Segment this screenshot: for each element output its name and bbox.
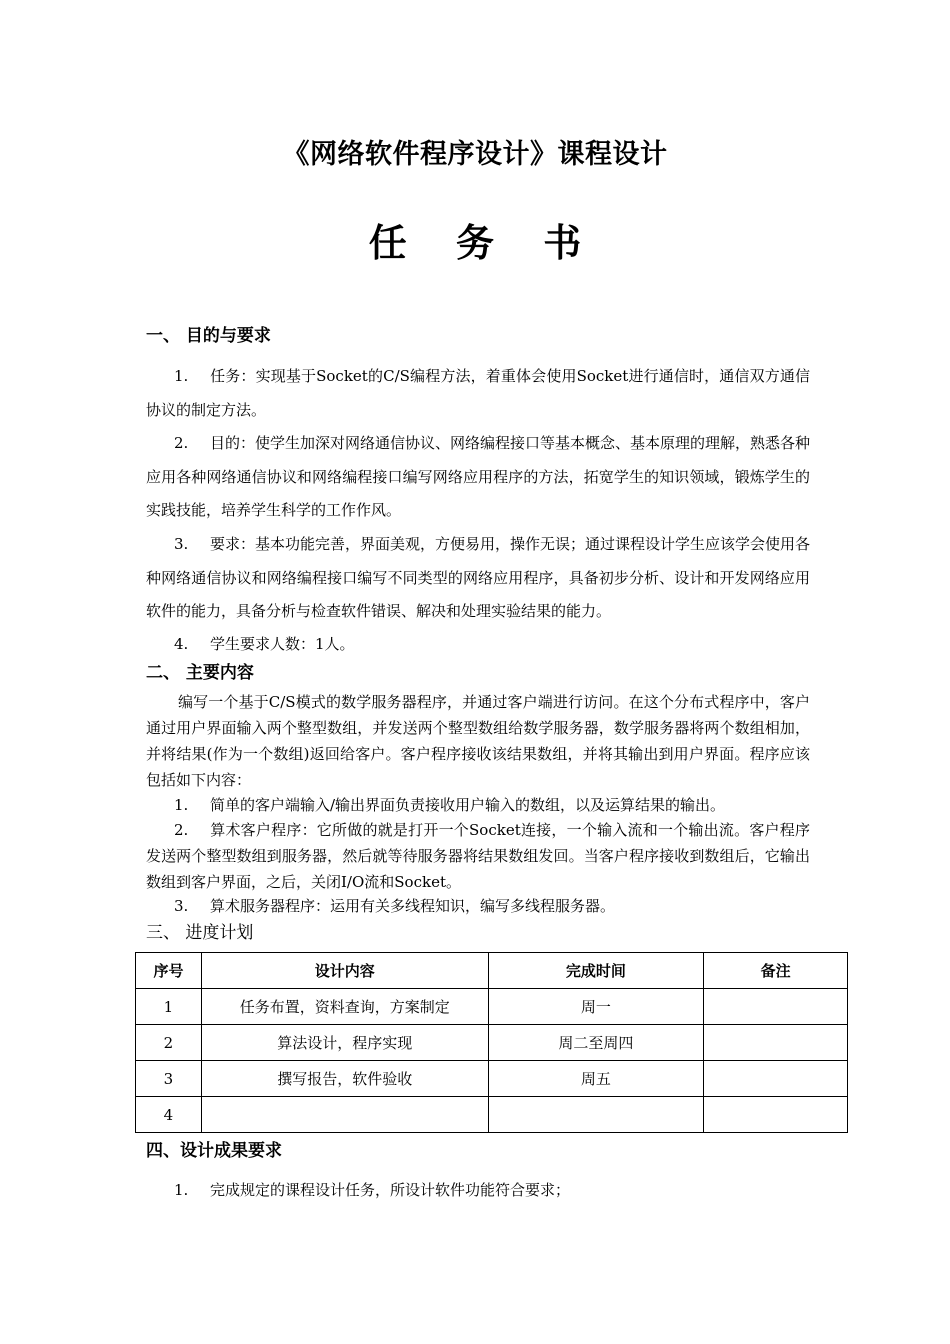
table-cell: 算法设计，程序实现 [201, 1025, 488, 1061]
content-item-3 [146, 893, 810, 919]
table-row [136, 1025, 848, 1061]
table-cell [201, 1097, 488, 1133]
item-number: 2. [174, 434, 189, 452]
content-item-2 [146, 817, 810, 895]
item-number: 3. [174, 897, 189, 915]
item-text: 完成规定的课程设计任务，所设计软件功能符合要求； [210, 1181, 571, 1199]
document-subtitle: 任 务 书 [368, 220, 600, 265]
table-cell [704, 1097, 848, 1133]
column-header: 序号 [136, 953, 202, 989]
table-cell: 4 [136, 1097, 202, 1133]
item-text: 任务：实现基于Socket的C/S编程方法，着重体会使用Socket进行通信时，通信双方通信协议的制定方法。 [146, 367, 810, 419]
item-text: 简单的客户端输入/输出界面负责接收用户输入的数组，以及运算结果的输出。 [210, 796, 726, 814]
table-cell [704, 989, 848, 1025]
item-number: 2. [174, 821, 189, 839]
item-number: 4. [174, 635, 189, 653]
objectives-item-1 [146, 360, 810, 427]
table-cell: 任务布置，资料查询，方案制定 [201, 989, 488, 1025]
section-heading-deliverables: 四、设计成果要求 [146, 1141, 282, 1161]
content-item-1 [146, 792, 810, 818]
deliverables-item-1 [146, 1174, 810, 1208]
table-row [136, 989, 848, 1025]
item-text: 算术服务器程序：运用有关多线程知识，编写多线程服务器。 [210, 897, 616, 915]
objectives-item-4 [146, 628, 810, 662]
item-number: 1. [174, 1181, 189, 1199]
item-number: 3. [174, 535, 189, 553]
table-cell: 周一 [488, 989, 704, 1025]
item-text: 算术客户程序：它所做的就是打开一个Socket连接，一个输入流和一个输出流。客户程序发送两个整型数组到服务器，然后就等待服务器将结果数组发回。当客户程序接收到数组后，它输出数组到客户界面，之后，关闭I/O流和Socket。 [146, 821, 810, 891]
table-header-row [136, 953, 848, 989]
item-number: 1. [174, 367, 189, 385]
section-heading-schedule: 三、 进度计划 [146, 923, 254, 943]
objectives-item-2 [146, 427, 810, 528]
column-header: 备注 [704, 953, 848, 989]
section-heading-objectives: 一、 目的与要求 [146, 326, 271, 346]
table-cell: 3 [136, 1061, 202, 1097]
item-text: 目的：使学生加深对网络通信协议、网络编程接口等基本概念、基本原理的理解，熟悉各种应用各种网络通信协议和网络编程接口编写网络应用程序的方法，拓宽学生的知识领域，锻炼学生的实践技能，培养学生科学的工作作风。 [146, 434, 811, 519]
schedule-table [135, 952, 848, 1133]
table-cell: 撰写报告，软件验收 [201, 1061, 488, 1097]
item-number: 1. [174, 796, 189, 814]
objectives-item-3 [146, 528, 810, 629]
column-header: 完成时间 [488, 953, 704, 989]
column-header: 设计内容 [201, 953, 488, 989]
table-row [136, 1097, 848, 1133]
table-cell [704, 1025, 848, 1061]
table-cell: 周五 [488, 1061, 704, 1097]
table-cell: 2 [136, 1025, 202, 1061]
item-text: 学生要求人数：1人。 [210, 635, 355, 653]
table-cell [488, 1097, 704, 1133]
document-title: 《网络软件程序设计》课程设计 [282, 139, 668, 170]
content-intro: 编写一个基于C/S模式的数学服务器程序，并通过客户端进行访问。在这个分布式程序中，客户通过用户界面输入两个整型数组，并发送两个整型数组给数学服务器，数学服务器将两个数组相加，并将结果(作为一个数组)返回给客户。客户程序接收该结果数组，并将其输出到用户界面。程序应该包括如下内容： [146, 693, 810, 789]
section-heading-content: 二、 主要内容 [146, 663, 254, 683]
item-text: 要求：基本功能完善，界面美观，方便易用，操作无误；通过课程设计学生应该学会使用各种网络通信协议和网络编程接口编写不同类型的网络应用程序，具备初步分析、设计和开发网络应用软件的能力，具备分析与检查软件错误、解决和处理实验结果的能力。 [146, 535, 811, 620]
table-cell [704, 1061, 848, 1097]
table-row [136, 1061, 848, 1097]
table-cell: 1 [136, 989, 202, 1025]
table-cell: 周二至周四 [488, 1025, 704, 1061]
